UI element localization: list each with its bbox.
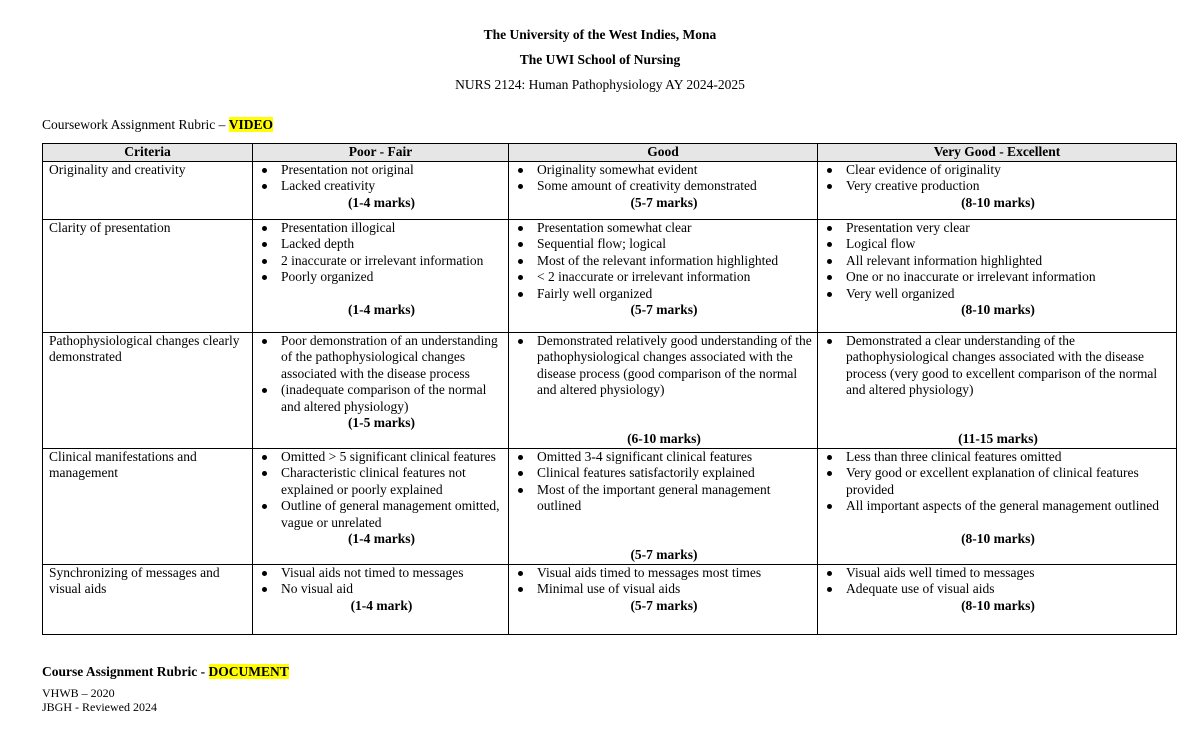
rubric-title-prefix: Coursework Assignment Rubric – xyxy=(42,117,229,132)
bullet-item: One or no inaccurate or irrelevant information xyxy=(824,269,1172,285)
bullet-item: Fairly well organized xyxy=(515,286,813,302)
bullet-item: Most of the relevant information highlighted xyxy=(515,253,813,269)
marks-range: (5-7 marks) xyxy=(630,302,698,318)
marks-range: (1-4 marks) xyxy=(347,194,416,210)
criteria-cell: Originality and creativity xyxy=(43,162,253,220)
bullet-item: Demonstrated a clear understanding of the pathophysiological changes associated with the disease process (very good to excellent comparison of the normal and altered physiology) xyxy=(824,333,1172,399)
bullet-item: Less than three clinical features omitted xyxy=(824,449,1172,465)
document-rubric-prefix: Course Assignment Rubric - xyxy=(42,664,209,679)
marks-range: (1-4 mark) xyxy=(350,597,413,613)
marks-range: (6-10 marks) xyxy=(627,431,701,447)
bullet-item: Presentation very clear xyxy=(824,220,1172,236)
poor-cell xyxy=(253,565,509,635)
excellent-cell xyxy=(818,220,1177,333)
header-criteria: Criteria xyxy=(43,144,253,162)
bullet-item: Very good or excellent explanation of clinical features provided xyxy=(824,465,1172,498)
document-highlight: DOCUMENT xyxy=(208,664,289,679)
excellent-cell xyxy=(818,333,1177,449)
marks-range: (8-10 marks) xyxy=(961,194,1035,210)
version-note: VHWB – 2020 xyxy=(42,686,115,700)
table-row xyxy=(43,162,1177,220)
marks-range: (5-7 marks) xyxy=(630,194,698,210)
marks-range: (8-10 marks) xyxy=(961,531,1035,547)
good-cell xyxy=(509,449,818,565)
bullet-item: Presentation somewhat clear xyxy=(515,220,813,236)
marks-range: (1-4 marks) xyxy=(347,531,416,547)
bullet-item: Very creative production xyxy=(824,178,1172,194)
bullet-item: All relevant information highlighted xyxy=(824,253,1172,269)
marks-range: (11-15 marks) xyxy=(958,431,1038,447)
marks-range: (8-10 marks) xyxy=(961,302,1035,318)
bullet-item: Lacked depth xyxy=(259,236,504,252)
bullet-item: Most of the important general management outlined xyxy=(515,482,813,515)
marks-range: (5-7 marks) xyxy=(630,547,698,563)
marks-range: (1-5 marks) xyxy=(347,415,416,431)
review-note: JBGH - Reviewed 2024 xyxy=(42,700,157,714)
bullet-item: Poorly organized xyxy=(259,269,504,285)
poor-cell xyxy=(253,449,509,565)
bullet-item: Originality somewhat evident xyxy=(515,162,813,178)
bullet-item: 2 inaccurate or irrelevant information xyxy=(259,253,504,269)
bullet-item: Minimal use of visual aids xyxy=(515,581,813,597)
university-name: The University of the West Indies, Mona xyxy=(483,27,717,42)
marks-range: (1-4 marks) xyxy=(347,302,416,318)
criteria-cell: Pathophysiological changes clearly demonstrated xyxy=(43,333,253,449)
table-row xyxy=(43,333,1177,449)
excellent-cell xyxy=(818,449,1177,565)
header-row xyxy=(43,144,1177,162)
header-poor-fair: Poor - Fair xyxy=(253,144,509,162)
bullet-item: (inadequate comparison of the normal and altered physiology) xyxy=(259,382,504,415)
good-cell xyxy=(509,162,818,220)
bullet-item: Characteristic clinical features not explained or poorly explained xyxy=(259,465,504,498)
bullet-item: Lacked creativity xyxy=(259,178,504,194)
bullet-item: No visual aid xyxy=(259,581,504,597)
bullet-item: Visual aids timed to messages most times xyxy=(515,565,813,581)
bullet-item: Some amount of creativity demonstrated xyxy=(515,178,813,194)
bullet-item: Outline of general management omitted, vague or unrelated xyxy=(259,498,504,531)
good-cell xyxy=(509,565,818,635)
course-title: NURS 2124: Human Pathophysiology AY 2024-2025 xyxy=(455,77,745,92)
header-good: Good xyxy=(509,144,818,162)
criteria-cell: Clarity of presentation xyxy=(43,220,253,333)
bullet-item: Adequate use of visual aids xyxy=(824,581,1172,597)
bullet-item: Omitted > 5 significant clinical features xyxy=(259,449,504,465)
bullet-item: Demonstrated relatively good understanding of the pathophysiological changes associated with the disease process (good comparison of the normal and altered physiology) xyxy=(515,333,813,399)
bullet-item: Presentation not original xyxy=(259,162,504,178)
marks-range: (8-10 marks) xyxy=(961,597,1035,613)
bullet-item: Very well organized xyxy=(824,286,1172,302)
school-name: The UWI School of Nursing xyxy=(519,52,681,67)
document-rubric-title xyxy=(42,664,289,680)
header-very-good-excellent: Very Good - Excellent xyxy=(818,144,1177,162)
bullet-item: All important aspects of the general management outlined xyxy=(824,498,1172,514)
table-row xyxy=(43,220,1177,333)
table-row xyxy=(43,449,1177,565)
poor-cell xyxy=(253,220,509,333)
bullet-item: Visual aids well timed to messages xyxy=(824,565,1172,581)
good-cell xyxy=(509,220,818,333)
bullet-item: Logical flow xyxy=(824,236,1172,252)
bullet-item: Sequential flow; logical xyxy=(515,236,813,252)
bullet-item: Clear evidence of originality xyxy=(824,162,1172,178)
bullet-item: Visual aids not timed to messages xyxy=(259,565,504,581)
excellent-cell xyxy=(818,162,1177,220)
criteria-cell: Clinical manifestations and management xyxy=(43,449,253,565)
rubric-type-highlight: VIDEO xyxy=(228,117,274,132)
bullet-item: < 2 inaccurate or irrelevant information xyxy=(515,269,813,285)
excellent-cell xyxy=(818,565,1177,635)
criteria-cell: Synchronizing of messages and visual aids xyxy=(43,565,253,635)
poor-cell xyxy=(253,333,509,449)
bullet-item: Clinical features satisfactorily explained xyxy=(515,465,813,481)
bullet-item: Omitted 3-4 significant clinical features xyxy=(515,449,813,465)
good-cell xyxy=(509,333,818,449)
bullet-item: Poor demonstration of an understanding of the pathophysiological changes associated with the disease process xyxy=(259,333,504,382)
rubric-title xyxy=(42,117,273,133)
poor-cell xyxy=(253,162,509,220)
marks-range: (5-7 marks) xyxy=(630,597,698,613)
table-row xyxy=(43,565,1177,635)
bullet-item: Presentation illogical xyxy=(259,220,504,236)
rubric-table xyxy=(42,143,1177,635)
